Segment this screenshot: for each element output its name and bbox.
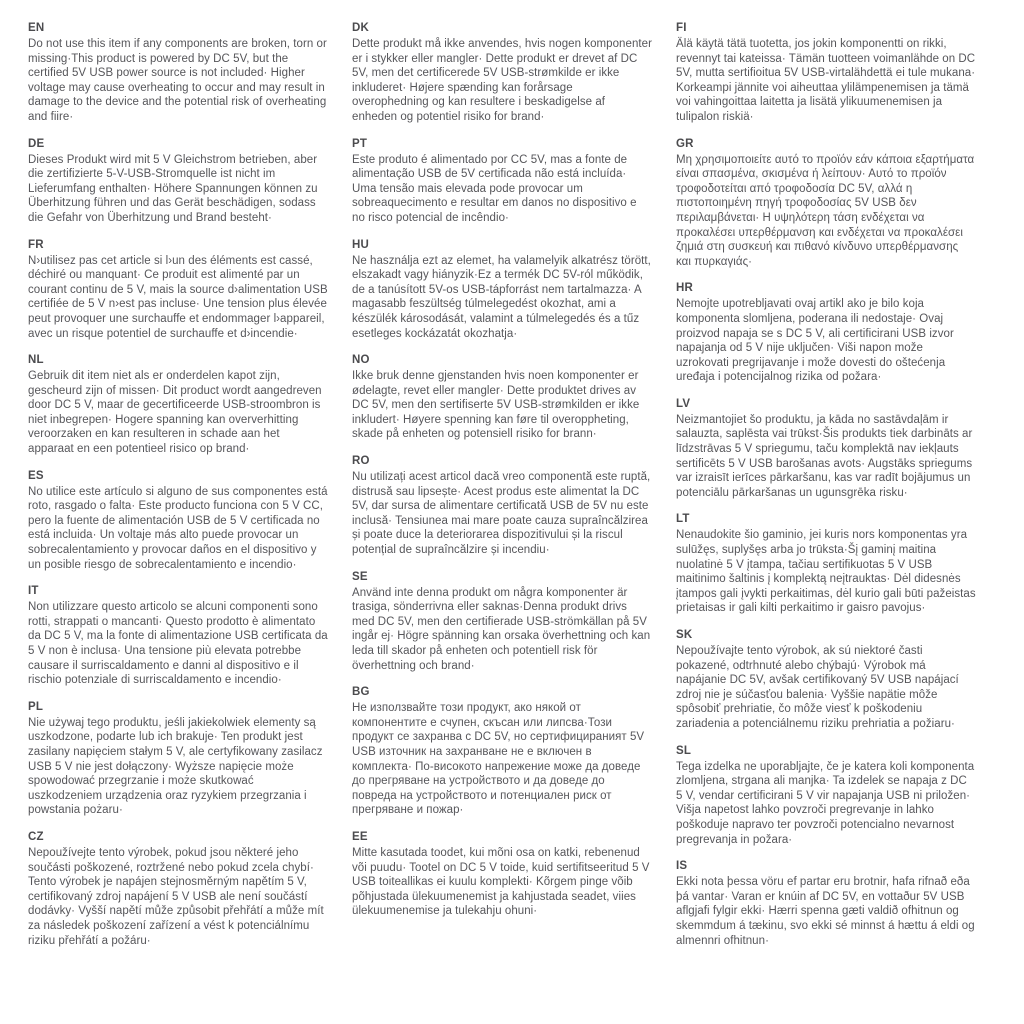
lang-code-dk: DK [352,22,370,34]
lang-section-it [28,585,328,688]
lang-section-lv [676,398,976,501]
lang-code-hr: HR [676,282,694,295]
lang-text-en: Do not use this item if any components are broken, torn or missing·This product is powered by DC 5V, but the certified 5V USB power source is not included· Higher voltage may cause overheating to occur and may result in damage to the device and the potential risk of overheating and fiire· [28,38,327,123]
lang-section-ee [352,831,652,919]
lang-code-bg: BG [352,686,370,699]
lang-text-sk: Nepoužívajte tento výrobok, ak sú niektoré časti pokazené, odtrhnuté alebo chýbajú· Výrobok má napájanie DC 5V, avšak certifikovaný 5V USB napájací zdroj nie je súčasťou balenia· Vyššie napätie môže spôsobiť prehriatie, čo môže viesť k poškodeniu zariadenia a potenciálnemu riziku prehriatia a požiaru· [676,645,959,730]
lang-code-is: IS [676,860,688,873]
lang-text-sl: Tega izdelka ne uporabljajte, če je katera koli komponenta zlomljena, strgana ali manjka· Ta izdelek se napaja z DC 5 V, vendar certificirani 5 V vir napajanja USB ni priložen· Višja napetost lahko povzroči pregrevanje in lahko poškoduje napravo ter povzroči potencialno nevarnost pregrevanja in požara· [676,760,975,846]
lang-code-ro: RO [352,455,370,468]
lang-code-gr: GR [676,137,694,150]
lang-section-fr [28,239,328,342]
lang-text-pl: Nie używaj tego produktu, jeśli jakiekolwiek elementy są uszkodzone, podarte lub ich brakuje· Ten produkt jest zasilany napięciem stałym 5 V, ale certyfikowany zasilacz USB 5 V nie jest dołączony· Wyższe napięcie może spowodować przegrzanie i może skutkować uszkodzeniem urządzenia oraz ryzykiem przegrzania i powstania pożaru· [28,716,323,817]
lang-code-no: NO [352,354,370,367]
lang-code-fi: FI [676,22,687,34]
lang-text-se: Använd inte denna produkt om några komponenter är trasiga, sönderrivna eller saknas·Denna produkt drivs med DC 5V, men den certifierade USB-strömkällan på 5V ingår ej· Högre spänning kan orsaka överhettning och kan leda till skador på enheten och potentiell risk för överhettning och brand· [352,586,651,672]
lang-text-hr: Nemojte upotrebljavati ovaj artikl ako je bilo koja komponenta slomljena, poderana ili nedostaje· Ovaj proizvod napaja se s DC 5 V, ali certificirani USB izvor napajanja od 5 V nije uključen· Viši napon može uzrokovati pregrijavanje i može dovesti do oštećenja uređaja i potencijalnog rizika od požara· [676,298,954,384]
column-1 [28,22,328,1024]
lang-text-cz: Nepoužívejte tento výrobek, pokud jsou některé jeho součásti poškozené, roztržené nebo pokud zcela chybí· Tento výrobek je napájen stejnosměrným napětím 5 V, certifikovaný zdroj napájení 5 V USB ale není součástí dodávky· Vyšší napětí může způsobit přehřátí a může mít za následek poškození zařízení a vést k potenciálnímu riziku přehřátí a požáru· [28,846,324,947]
lang-code-nl: NL [28,354,44,367]
lang-section-cz [28,831,328,948]
lang-text-ee: Mitte kasutada toodet, kui mõni osa on katki, rebenenud või puudu· Tootel on DC 5 V toide, kuid sertifitseeritud 5 V USB toiteallikas ei kuulu komplekti· Kõrgem pinge võib põhjustada ülekuumenemist ja kahjustada seadet, viies ülekuumenemise ja tulekahju ohuni· [352,846,650,918]
lang-section-lt [676,513,976,616]
lang-code-fr: FR [28,238,44,251]
lang-text-de: Dieses Produkt wird mit 5 V Gleichstrom betrieben, aber die zertifizierte 5-V-USB-Stromquelle ist nicht im Lieferumfang enthalten· Höhere Spannungen können zu Überhitzung führen und das Gerät beschädigen, sodass die Gefahr von Überhitzung und Brand besteht· [28,153,318,224]
lang-code-it: IT [28,585,39,598]
lang-section-ro [352,455,652,558]
lang-text-lv: Neizmantojiet šo produktu, ja kāda no sastāvdaļām ir salauzta, saplēsta vai trūkst·Šis produkts tiek darbināts ar līdzstrāvas 5 V spriegumu, taču komplektā nav iekļauts sertificēts 5 V USB barošanas avots· Augstāks spriegums var izraisīt ierīces pārkaršanu, kas var radīt bojājumus un potenciālu pārkaršanas un ugunsgrēka risku· [676,413,973,499]
lang-text-gr: Μη χρησιμοποιείτε αυτό το προϊόν εάν κάποια εξαρτήματα είναι σπασμένα, σκισμένα ή λείπουν· Αυτό το προϊόν τροφοδοτείται από τροφοδοσία DC 5V, αλλά η πιστοποιημένη πηγή τροφοδοσίας 5V USB δεν περιλαμβάνεται· Η υψηλότερη τάση ενδέχεται να προκαλέσει υπερθέρμανση και ενδέχεται να προκαλέσει ζημιά στη συσκευή και πιθανό κίνδυνο υπερθέρμανσης και πυρκαγιάς· [676,153,975,268]
lang-code-sk: SK [676,629,693,641]
lang-section-nl [28,354,328,457]
lang-code-pt: PT [352,137,368,150]
lang-section-en [28,22,328,125]
lang-text-pt: Este produto é alimentado por CC 5V, mas a fonte de alimentação USB de 5V certificada não está incluída· Uma tensão mais elevada pode provocar um sobreaquecimento e resultar em danos no dispositivo e no risco potencial de incêndio· [352,153,637,224]
lang-code-sl: SL [676,744,692,757]
lang-section-sk [676,629,976,732]
lang-text-dk: Dette produkt må ikke anvendes, hvis nogen komponenter er i stykker eller mangler· Dette produkt er drevet af DC 5V, men det certificerede 5V USB-strømkilde er ikke inkluderet· Højere spænding kan forårsage overophedning og kan resultere i beskadigelse af enheden og potentiel risiko for brand· [352,38,652,123]
lang-code-de: DE [28,137,45,150]
lang-text-ro: Nu utilizați acest articol dacă vreo componentă este ruptă, distrusă sau lipsește· Acest produs este alimentat la DC 5V, dar sursa de alimentare certificată USB de 5V nu este inclusă· Tensiunea mai mare poate cauza supraîncălzirea și poate duce la deteriorarea dispozitivului și la riscul potențial de supraîncălzire și incendiu· [352,471,651,557]
lang-code-cz: CZ [28,830,44,843]
lang-code-en: EN [28,22,45,34]
lang-code-lt: LT [676,513,690,526]
lang-text-it: Non utilizzare questo articolo se alcuni componenti sono rotti, strappati o mancanti· Questo prodotto è alimentato da DC 5 V, ma la fonte di alimentazione USB certificata da 5 V non è inclusa· Una tensione più elevata potrebbe causare il surriscaldamento e danni al dispositivo e il rischio potenziale di surriscaldamento e incendio· [28,601,328,687]
lang-text-is: Ekki nota þessa vöru ef partar eru brotnir, hafa rifnað eða þá vantar· Varan er knúin af DC 5V, en vottaður 5V USB aflgjafi fylgir ekki· Hærri spenna gæti valdið ofhitnun og skemmdum á tækinu, svo ekki sé minnst á hættu á eldi og almennri ofhitnun· [676,876,975,947]
lang-section-hu [352,239,652,342]
lang-section-pt [352,138,652,226]
lang-section-sl [676,745,976,848]
lang-code-lv: LV [676,397,691,410]
lang-section-is [676,860,976,948]
lang-section-se [352,571,652,674]
lang-code-se: SE [352,570,368,583]
lang-section-gr [676,138,976,270]
column-2 [352,22,652,1024]
lang-section-pl [28,701,328,818]
lang-section-dk [352,22,652,125]
lang-section-de [28,138,328,226]
lang-text-fr: N›utilisez pas cet article si l›un des éléments est cassé, déchiré ou manquant· Ce produit est alimenté par un courant continu de 5 V, mais la source d›alimentation USB certifiée de 5 V n›est pas incluse· Une tension plus élevée peut provoquer une surchauffe et endommager l›appareil, avec un risque potentiel de surchauffe et d›incendie· [28,254,328,340]
lang-code-pl: PL [28,700,44,713]
lang-text-bg: Не използвайте този продукт, ако някой от компонентите е счупен, скъсан или липсва·Този продукт се захранва с DC 5V, но сертифицираният 5V USB източник на захранване не е включен в комплекта· По-високото напрежение може да доведе до прегряване на устройството и да доведе до повреда на устройството и потенциален риск от прегряване и пожар· [352,702,645,817]
lang-text-no: Ikke bruk denne gjenstanden hvis noen komponenter er ødelagte, revet eller mangler· Dette produktet drives av DC 5V, men den sertifiserte 5V USB-strømkilden er ikke inkludert· Høyere spenning kan føre til overoppheting, skade på enheten og potensiell risiko for brann· [352,370,640,441]
column-3 [676,22,976,1024]
lang-text-es: No utilice este artículo si alguno de sus componentes está roto, rasgado o falta· Este producto funciona con 5 V CC, pero la fuente de alimentación USB de 5 V certificada no está incluida· Un voltaje más alto puede provocar un sobrecalentamiento y provocar daños en el dispositivo y un posible riesgo de sobrecalentamiento e incendio· [28,485,328,571]
lang-code-ee: EE [352,830,368,843]
lang-section-no [352,354,652,442]
lang-text-lt: Nenaudokite šio gaminio, jei kuris nors komponentas yra sulūžęs, suplyšęs arba jo trūksta·Šį gaminį maitina nuolatinė 5 V įtampa, tačiau sertifikuotas 5 V USB maitinimo šaltinis į komplektą neįtrauktas· Dėl didesnės įtampos gali įvykti perkaitimas, dėl kurio gali būti pažeistas prietaisas ir gali kilti perkaitimo ir gaisro pavojus· [676,529,976,615]
lang-text-hu: Ne használja ezt az elemet, ha valamelyik alkatrész törött, elszakadt vagy hiányzik·Ez a termék DC 5V-ról működik, de a tanúsított 5V-os USB-tápforrást nem tartalmazza· A magasabb feszültség túlmelegedést okozhat, ami a készülék károsodását, valamint a túlmelegedés és a tűz esetleges kockázatát okozhatja· [352,254,651,340]
lang-section-es [28,470,328,573]
lang-text-fi: Älä käytä tätä tuotetta, jos jokin komponentti on rikki, revennyt tai kateissa· Tämän tuotteen voimanlähde on DC 5V, mutta sertifioitua 5V USB-virtalähdettä ei tule mukana· Korkeampi jännite voi aiheuttaa ylilämpenemisen ja tämä voi vahingoittaa laitetta ja lisätä ylikuumenemisen ja tulipalon riskiä· [676,38,976,123]
lang-text-nl: Gebruik dit item niet als er onderdelen kapot zijn, gescheurd zijn of missen· Dit product wordt aangedreven door DC 5 V, maar de gecertificeerde USB-stroombron is niet inbegrepen· Hogere spanning kan oververhitting veroorzaken en kan resulteren in schade aan het apparaat en een potentieel risico op brand· [28,370,322,456]
lang-section-bg [352,686,652,818]
lang-section-fi [676,22,976,125]
lang-code-hu: HU [352,238,370,251]
lang-code-es: ES [28,469,44,482]
lang-section-hr [676,282,976,385]
